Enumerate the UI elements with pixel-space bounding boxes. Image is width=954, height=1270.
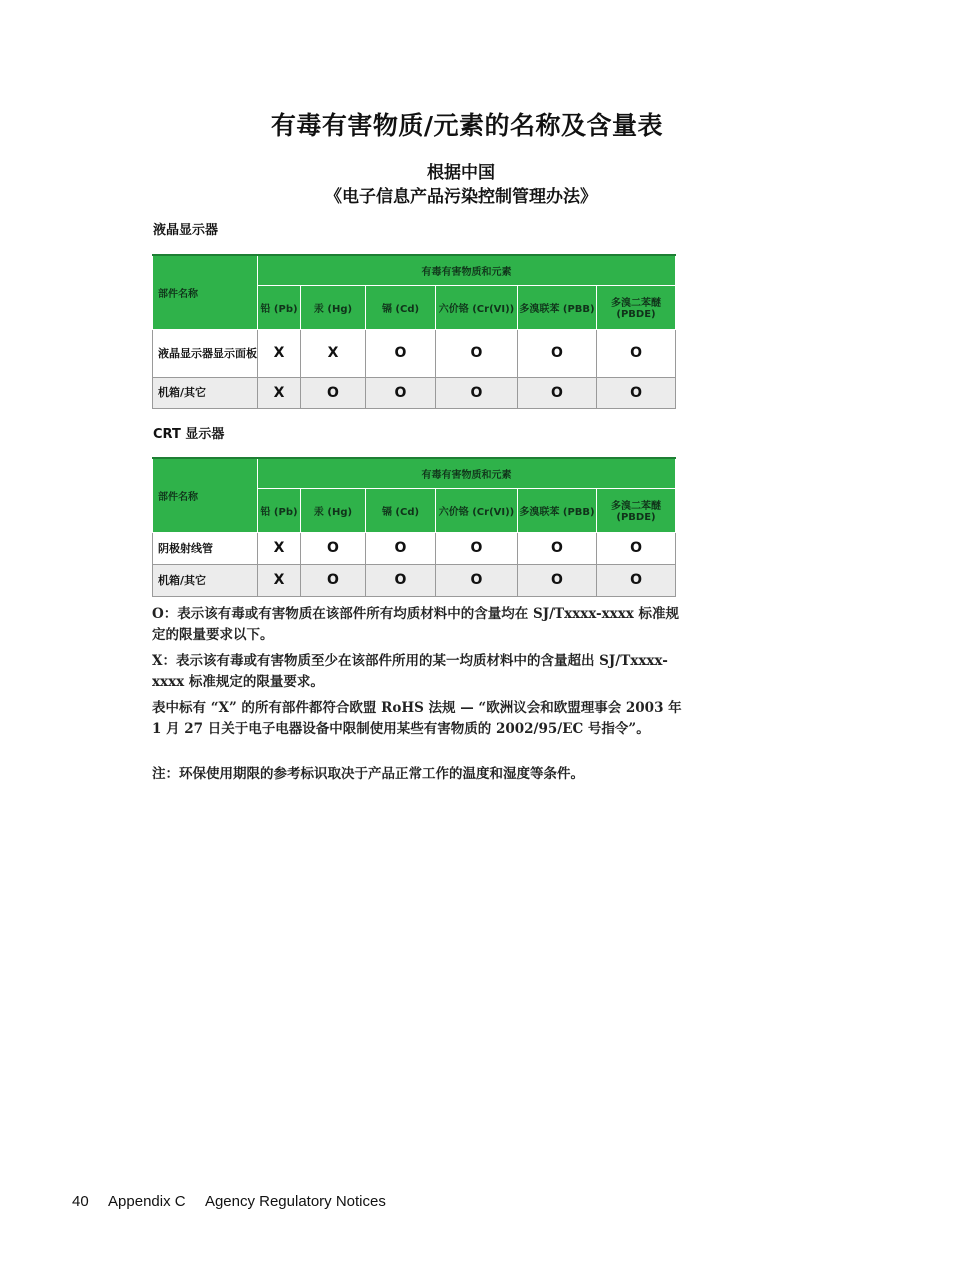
mark-cell: O [366, 329, 436, 377]
mark-cell: X [301, 329, 366, 377]
mark-cell: O [366, 377, 436, 408]
mark-cell: O [518, 377, 597, 408]
mark-cell: O [436, 377, 518, 408]
part-name-cell: 液晶显示器显示面板 [153, 329, 258, 377]
page-number: 40 [72, 1193, 89, 1210]
part-name-header: 部件名称 [153, 458, 258, 532]
mark-cell: O [518, 532, 597, 564]
substance-header: 镉 (Cd) [366, 285, 436, 329]
substance-header: 汞 (Hg) [301, 488, 366, 532]
substance-header: 多溴二苯醚 (PBDE) [597, 488, 676, 532]
substance-header: 多溴联苯 (PBB) [518, 285, 597, 329]
substance-header: 铅 (Pb) [258, 488, 301, 532]
substance-header: 汞 (Hg) [301, 285, 366, 329]
table-row [153, 329, 676, 377]
mark-cell: O [436, 564, 518, 596]
substance-group-header: 有毒有害物质和元素 [258, 458, 676, 488]
substance-header: 多溴二苯醚 (PBDE) [597, 285, 676, 329]
table-row [153, 377, 676, 408]
mark-cell: O [518, 329, 597, 377]
page-title: 有毒有害物质/元素的名称及含量表 [270, 111, 664, 140]
subtitle-line-2: 《电子信息产品污染控制管理办法》 [325, 187, 597, 207]
mark-cell: O [597, 532, 676, 564]
mark-cell: X [258, 532, 301, 564]
substance-header: 六价铬 (Cr(VI)) [436, 285, 518, 329]
mark-cell: O [597, 377, 676, 408]
subtitle-line-1: 根据中国 [427, 163, 495, 183]
part-name-header: 部件名称 [153, 255, 258, 329]
x-mark-note: X：表示该有毒或有害物质至少在该部件所用的某一均质材料中的含量超出 SJ/Txxxx-xxxx 标准规定的限量要求。 [152, 653, 668, 690]
substance-group-header: 有毒有害物质和元素 [258, 255, 676, 285]
section-title: Agency Regulatory Notices [204, 1193, 386, 1210]
lcd-substance-table [152, 254, 676, 409]
section-label-crt: CRT 显示器 [153, 427, 225, 442]
substance-header: 镉 (Cd) [366, 488, 436, 532]
part-name-cell: 机箱/其它 [153, 564, 258, 596]
section-label-lcd: 液晶显示器 [153, 223, 219, 238]
mark-cell: O [518, 564, 597, 596]
part-name-cell: 机箱/其它 [153, 377, 258, 408]
mark-cell: O [301, 564, 366, 596]
substance-header: 多溴联苯 (PBB) [518, 488, 597, 532]
appendix-label: Appendix C [108, 1193, 186, 1210]
o-mark-note: O：表示该有毒或有害物质在该部件所有均质材料中的含量均在 SJ/Txxxx-xxxx 标准规定的限量要求以下。 [152, 606, 680, 643]
mark-cell: O [597, 564, 676, 596]
mark-cell: X [258, 377, 301, 408]
environmental-period-note: 注：环保使用期限的参考标识取决于产品正常工作的温度和湿度等条件。 [152, 766, 584, 782]
part-name-cell: 阴极射线管 [153, 532, 258, 564]
table-row [153, 532, 676, 564]
substance-header: 六价铬 (Cr(VI)) [436, 488, 518, 532]
mark-cell: O [366, 532, 436, 564]
crt-substance-table [152, 457, 676, 597]
mark-cell: X [258, 329, 301, 377]
page-footer [72, 1193, 402, 1210]
mark-cell: O [301, 532, 366, 564]
substance-header: 铅 (Pb) [258, 285, 301, 329]
mark-cell: O [436, 532, 518, 564]
rohs-compliance-note: 表中标有 “X” 的所有部件都符合欧盟 RoHS 法规 — “欧洲议会和欧盟理事会 2003 年 1 月 27 日关于电子电器设备中限制使用某些有害物质的 2002/95/EC 号指令”。 [152, 700, 682, 737]
mark-cell: O [366, 564, 436, 596]
mark-cell: X [258, 564, 301, 596]
mark-cell: O [597, 329, 676, 377]
mark-cell: O [301, 377, 366, 408]
table-row [153, 564, 676, 596]
mark-cell: O [436, 329, 518, 377]
